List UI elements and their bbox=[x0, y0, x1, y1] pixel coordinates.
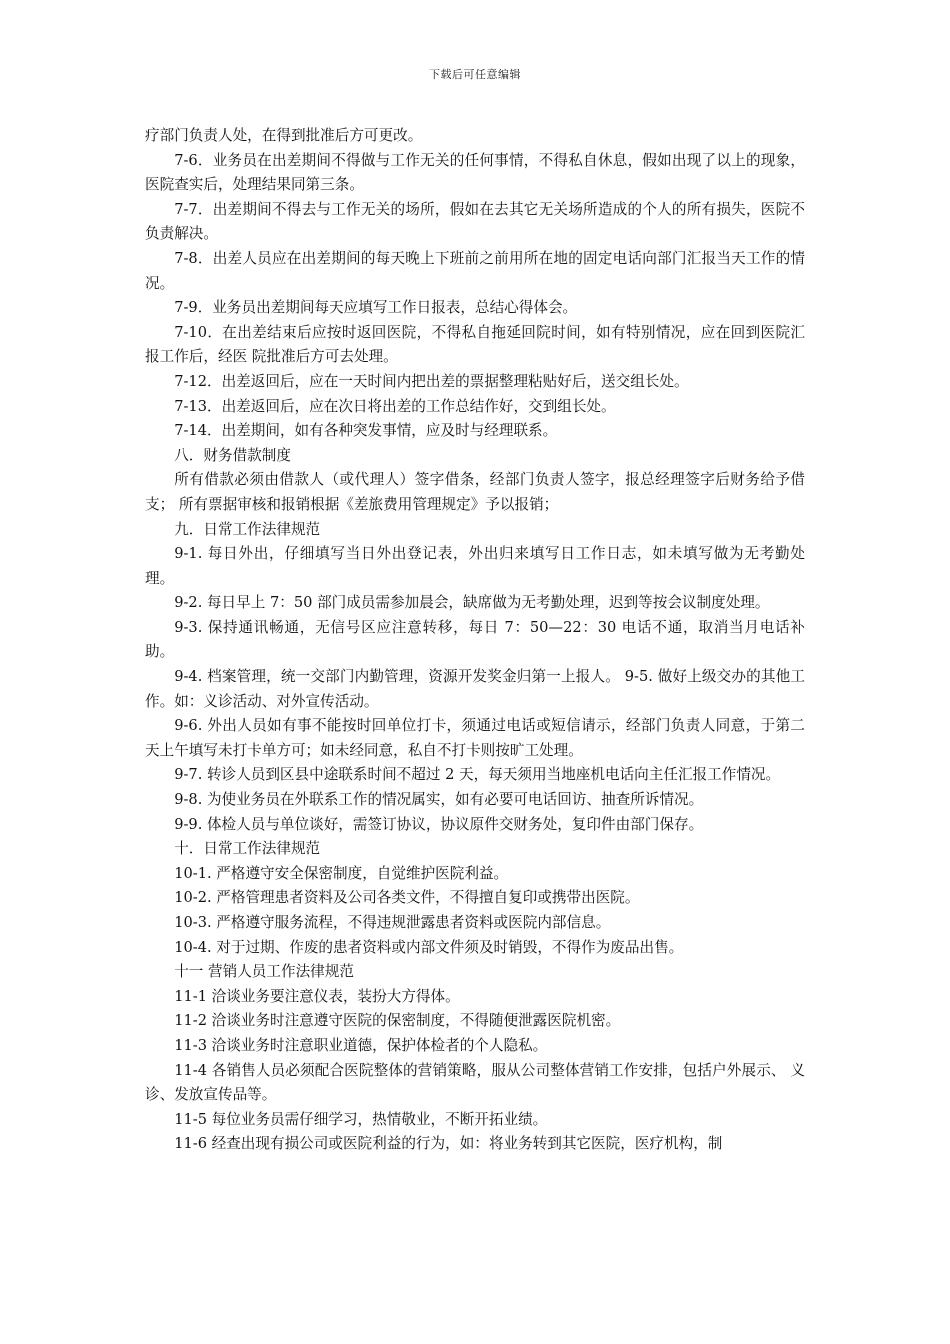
paragraph: 9-7. 转诊人员到区县中途联系时间不超过 2 天，每天须用当地座机电话向主任汇报工作情况。 bbox=[174, 766, 781, 784]
paragraph: 11-6 经查出现有损公司或医院利益的行为，如：将业务转到其它医院，医疗机构，制 bbox=[174, 1135, 723, 1153]
paragraph: 7-8．出差人员应在出差期间的每天晚上下班前之前用所在地的固定电话向部门汇报当天工作的情况。 bbox=[145, 249, 805, 292]
paragraph: 7-7．出差期间不得去与工作无关的场所，假如在去其它无关场所造成的个人的所有损失，医院不负责解决。 bbox=[145, 200, 805, 243]
paragraph: 9-6. 外出人员如有事不能按时回单位打卡，须通过电话或短信请示，经部门负责人同意，于第二天上午填写未打卡单方可；如未经同意，私自不打卡则按旷工处理。 bbox=[145, 717, 805, 759]
paragraph: 7-10．在出差结束后应按时返回医院，不得私自拖延回院时间，如有特别情况，应在回到医院汇报工作后，经医 院批准后方可去处理。 bbox=[145, 323, 805, 366]
paragraph: 7-12．出差返回后，应在一天时间内把出差的票据整理粘贴好后，送交组长处。 bbox=[174, 372, 689, 390]
paragraph: 所有借款必须由借款人（或代理人）签字借条，经部门负责人签字，报总经理签字后财务给予借支； 所有票据审核和报销根据《差旅费用管理规定》予以报销； bbox=[145, 471, 805, 513]
paragraph: 7-9．业务员出差期间每天应填写工作日报表，总结心得体会。 bbox=[174, 299, 578, 317]
paragraph: 十一 营销人员工作法律规范 bbox=[174, 963, 354, 981]
paragraph: 10-1. 严格遵守安全保密制度，自觉维护医院利益。 bbox=[174, 864, 509, 882]
paragraph: 十．日常工作法律规范 bbox=[174, 840, 321, 858]
paragraph: 9-8. 为使业务员在外联系工作的情况属实，如有必要可电话回访、抽查所诉情况。 bbox=[174, 791, 704, 809]
paragraph: 疗部门负责人处，在得到批准后方可更改。 bbox=[145, 127, 423, 144]
paragraph: 11-1 洽谈业务要注意仪表，装扮大方得体。 bbox=[174, 987, 460, 1005]
document-body bbox=[145, 124, 805, 1157]
page-header: 下载后可任意编辑 bbox=[429, 68, 521, 81]
paragraph: 9-2. 每日早上 7：50 部门成员需参加晨会，缺席做为无考勤处理，迟到等按会议制度处理。 bbox=[174, 594, 770, 612]
paragraph: 八．财务借款制度 bbox=[174, 446, 291, 464]
paragraph: 11-3 洽谈业务时注意职业道德，保护体检者的个人隐私。 bbox=[174, 1036, 548, 1054]
paragraph: 7-13．出差返回后，应在次日将出差的工作总结作好，交到组长处。 bbox=[174, 397, 616, 415]
paragraph: 9-9. 体检人员与单位谈好，需签订协议，协议原件交财务处，复印件由部门保存。 bbox=[174, 815, 704, 833]
paragraph: 10-2. 严格管理患者资料及公司各类文件，不得擅自复印或携带出医院。 bbox=[174, 889, 640, 907]
paragraph: 11-5 每位业务员需仔细学习，热情敬业，不断开拓业绩。 bbox=[174, 1110, 548, 1128]
paragraph: 7-14．出差期间，如有各种突发事情，应及时与经理联系。 bbox=[174, 422, 558, 440]
paragraph: 7-6．业务员在出差期间不得做与工作无关的任何事情，不得私自休息，假如出现了以上的现象，医院查实后，处理结果同第三条。 bbox=[145, 151, 805, 194]
paragraph: 10-3. 严格遵守服务流程，不得违规泄露患者资料或医院内部信息。 bbox=[174, 914, 611, 931]
paragraph: 9-3. 保持通讯畅通，无信号区应注意转移，每日 7：50—22：30 电话不通，取消当月电话补助。 bbox=[145, 618, 805, 661]
paragraph: 10-4. 对于过期、作废的患者资料或内部文件须及时销毁，不得作为废品出售。 bbox=[174, 938, 684, 956]
paragraph: 9-1. 每日外出，仔细填写当日外出登记表，外出归来填写日工作日志，如未填写做为无考勤处理。 bbox=[145, 545, 805, 587]
paragraph: 11-2 洽谈业务时注意遵守医院的保密制度，不得随便泄露医院机密。 bbox=[174, 1012, 621, 1030]
paragraph: 11-4 各销售人员必须配合医院整体的营销策略，服从公司整体营销工作安排，包括户外展示、 义诊、发放宣传品等。 bbox=[145, 1061, 805, 1104]
paragraph: 九．日常工作法律规范 bbox=[174, 520, 321, 538]
paragraph: 9-4. 档案管理，统一交部门内勤管理，资源开发奖金归第一上报人。 9-5. 做好上级交办的其他工作。如：义诊活动、对外宣传活动。 bbox=[145, 668, 805, 710]
